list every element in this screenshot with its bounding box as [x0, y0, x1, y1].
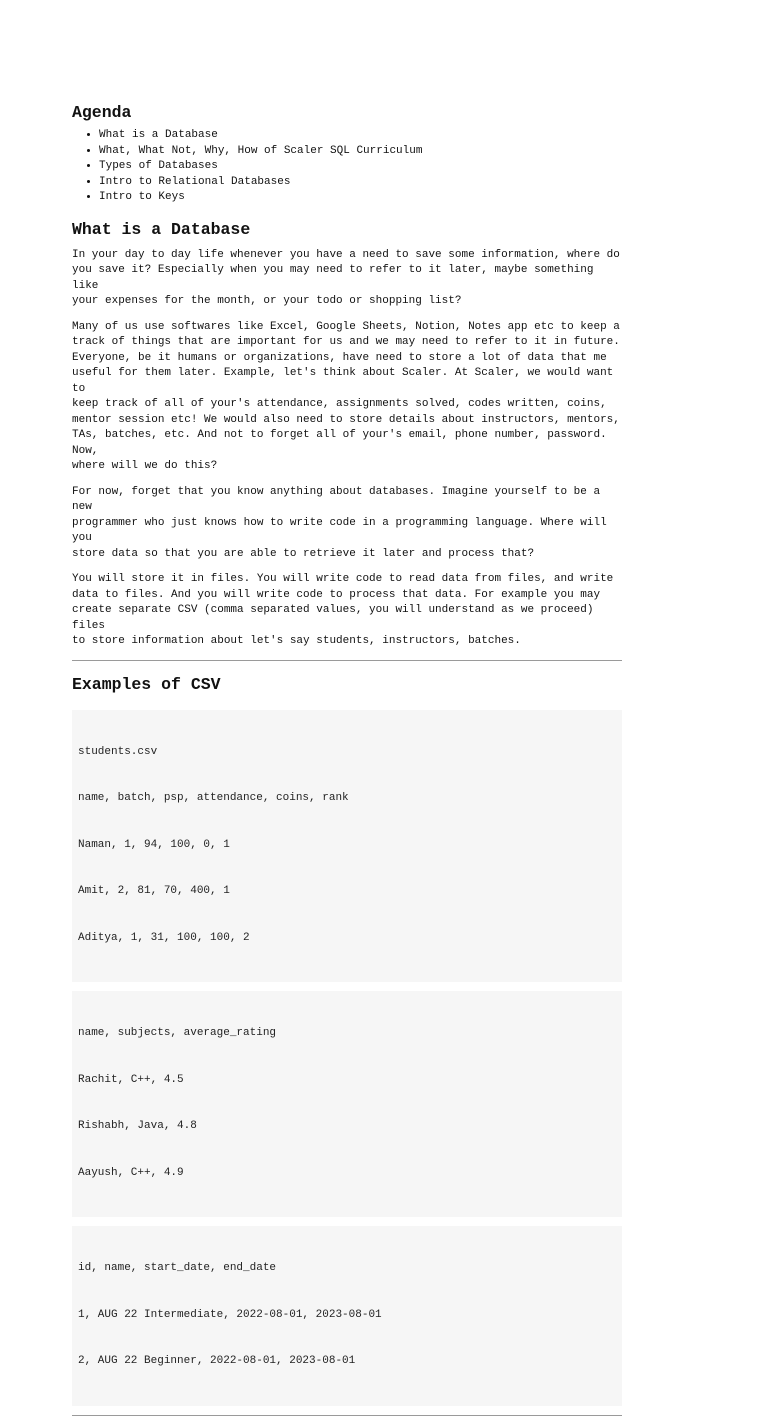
- document-page: [72, 102, 622, 1416]
- agenda-list: [72, 128, 622, 206]
- what-is-database-heading: What is a Database: [72, 219, 251, 239]
- code-line: Rishabh, Java, 4.8: [78, 1120, 197, 1132]
- code-line: 2, AUG 22 Beginner, 2022-08-01, 2023-08-01: [78, 1355, 356, 1367]
- agenda-item: • Types of Databases: [99, 159, 622, 175]
- code-line: id, name, start_date, end_date: [78, 1262, 277, 1274]
- code-line: name, subjects, average_rating: [78, 1027, 277, 1039]
- section-divider: [72, 1415, 622, 1416]
- code-block-batches: [72, 1226, 622, 1406]
- code-line: students.csv: [78, 745, 158, 758]
- agenda-item: • Intro to Keys: [99, 190, 622, 206]
- code-line: Naman, 1, 94, 100, 0, 1: [78, 838, 230, 851]
- paragraph: You will store it in files. You will write code to read data from files, and write data to files. And you will write code to process that data. For example you may create separate CSV (comma separated values, you will understand as we proceed) files to store information about let's say students, instructors, batches.: [72, 573, 614, 647]
- paragraph: In your day to day life whenever you have a need to save some information, where do you save it? Especially when you may need to refer to it later, maybe something like your expenses for the month, or your todo or shopping list?: [72, 248, 620, 307]
- agenda-heading: Agenda: [72, 103, 132, 122]
- code-line: 1, AUG 22 Intermediate, 2022-08-01, 2023-08-01: [78, 1308, 382, 1321]
- code-line: name, batch, psp, attendance, coins, rank: [78, 792, 349, 804]
- section-divider: [72, 660, 622, 661]
- agenda-item: • What is a Database: [99, 128, 622, 144]
- paragraph: Many of us use softwares like Excel, Google Sheets, Notion, Notes app etc to keep a track of things that are important for us and we may need to refer to it in future. Everyone, be it humans or organizations, have need to store a lot of data that me useful for them later. Example, let's think about Scaler. At Scaler, we would want to keep track of all of your's attendance, assignments solved, codes written, coins, mentor session etc! We would also need to store details about instructors, mentors, TAs, batches, etc. And not to forget all of your's email, phone number, password. Now, where will we do this?: [72, 320, 620, 472]
- agenda-item: • Intro to Relational Databases: [99, 175, 622, 191]
- code-block-students: [72, 710, 622, 983]
- examples-heading: Examples of CSV: [72, 674, 221, 694]
- code-block-instructors: [72, 991, 622, 1217]
- code-line: Aayush, C++, 4.9: [78, 1166, 184, 1179]
- code-line: Amit, 2, 81, 70, 400, 1: [78, 885, 230, 897]
- paragraph: For now, forget that you know anything about databases. Imagine yourself to be a new programmer who just knows how to write code in a programming language. Where will you store data so that you are able to retrieve it later and process that?: [72, 485, 607, 560]
- code-line: Aditya, 1, 31, 100, 100, 2: [78, 931, 250, 944]
- code-line: Rachit, C++, 4.5: [78, 1073, 184, 1086]
- agenda-item: • What, What Not, Why, How of Scaler SQL Curriculum: [99, 144, 622, 160]
